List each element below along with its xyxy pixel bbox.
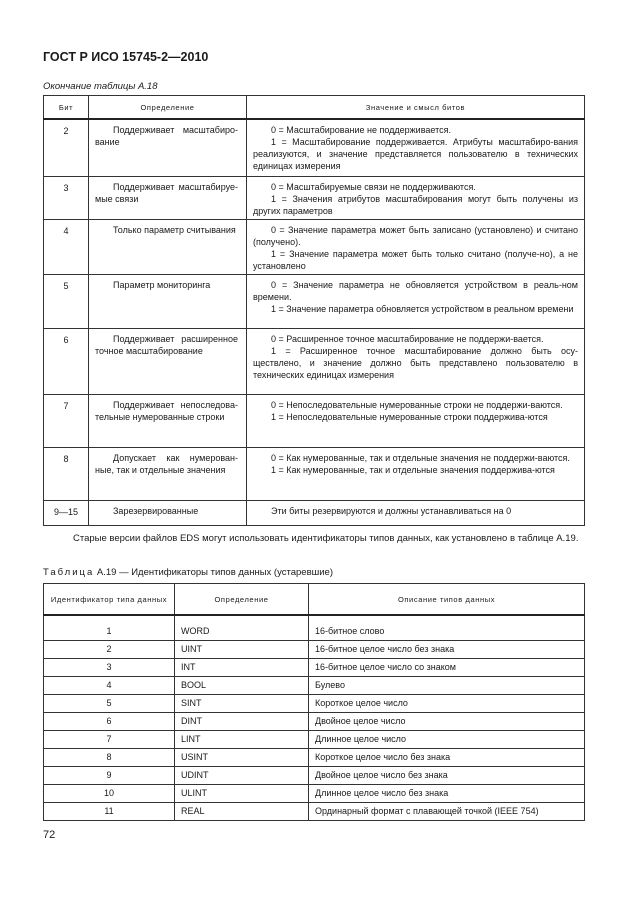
bit-cell: 8 — [44, 447, 89, 500]
header-description: Описание типов данных — [309, 584, 585, 616]
type-id-cell: 3 — [44, 659, 175, 677]
description-cell: 16-битное целое число без знака — [309, 641, 585, 659]
meaning-cell — [247, 274, 585, 328]
table-a18 — [43, 95, 585, 526]
meaning-line: 1 = Как нумерованные, так и отдельные значения поддержива-ются — [271, 464, 555, 475]
header-type-id: Идентификатор типа данных — [44, 584, 175, 616]
page-number: 72 — [43, 829, 56, 841]
table-a19 — [43, 583, 585, 821]
table-row — [44, 176, 585, 219]
table-row — [44, 731, 585, 749]
meaning-line: 0 = Масштабируемые связи не поддерживаются. — [271, 181, 476, 192]
meaning-line: 0 = Как нумерованные, так и отдельные значения не поддержи-ваются. — [271, 452, 570, 463]
definition-cell: Только параметр считывания — [89, 219, 247, 274]
description-cell: 16-битное целое число со знаком — [309, 659, 585, 677]
meaning-line: Эти биты резервируются и должны устанавливаться на 0 — [271, 505, 512, 516]
table-row — [44, 641, 585, 659]
bit-cell: 6 — [44, 328, 89, 394]
meaning-line: 1 = Значения атрибутов масштабирования могут быть получены из других параметров — [253, 193, 578, 216]
header-meaning: Значение и смысл битов — [247, 96, 585, 120]
bit-cell: 7 — [44, 394, 89, 447]
table-row — [44, 274, 585, 328]
type-id-cell: 2 — [44, 641, 175, 659]
meaning-line: 0 = Значение параметра не обновляется устройством в реаль-ном времени. — [253, 279, 578, 302]
description-cell: Короткое целое число без знака — [309, 749, 585, 767]
description-cell: Двойное целое число — [309, 713, 585, 731]
table-row — [44, 749, 585, 767]
table-row — [44, 119, 585, 176]
definition-cell: Зарезервированные — [89, 500, 247, 525]
table-row — [44, 447, 585, 500]
meaning-line: 1 = Расширенное точное масштабирование должно быть осу-ществлено, и значение должно быть представлено пользователю в технических единицах измерения — [253, 345, 578, 380]
meaning-cell — [247, 394, 585, 447]
table-a18-header-row — [44, 96, 585, 120]
meaning-line: 1 = Значение параметра может быть только считано (получе-но), а не установлено — [253, 248, 578, 271]
description-cell: Ординарный формат с плавающей точкой (IEEE 754) — [309, 803, 585, 821]
paragraph-text: Старые версии файлов EDS могут использовать идентификаторы типов данных, как установлено в таблице А.19. — [73, 533, 579, 544]
table-row — [44, 328, 585, 394]
description-cell: Двойное целое число без знака — [309, 767, 585, 785]
type-id-cell: 11 — [44, 803, 175, 821]
definition-cell: Поддерживает расширенное точное масштабирование — [89, 328, 247, 394]
table-row — [44, 785, 585, 803]
meaning-line: 0 = Расширенное точное масштабирование не поддержи-вается. — [271, 333, 544, 344]
meaning-cell — [247, 176, 585, 219]
definition-cell: WORD — [175, 615, 309, 641]
type-id-cell: 8 — [44, 749, 175, 767]
meaning-cell — [247, 447, 585, 500]
description-cell: Длинное целое число — [309, 731, 585, 749]
definition-cell: USINT — [175, 749, 309, 767]
bit-cell: 2 — [44, 119, 89, 176]
bit-cell: 4 — [44, 219, 89, 274]
table-row — [44, 677, 585, 695]
type-id-cell: 1 — [44, 615, 175, 641]
table-row — [44, 394, 585, 447]
meaning-line: 1 = Значение параметра обновляется устройством в реальном времени — [271, 303, 574, 314]
table-a19-header-row — [44, 584, 585, 616]
meaning-line: 0 = Непоследовательные нумерованные строки не поддержи-ваются. — [271, 399, 563, 410]
definition-cell: ULINT — [175, 785, 309, 803]
header-bit: Бит — [44, 96, 89, 120]
meaning-line: 0 = Значение параметра может быть записано (установлено) и считано (получено). — [253, 224, 578, 247]
meaning-line: 1 = Непоследовательные нумерованные строки поддержива-ются — [271, 411, 548, 422]
definition-cell: REAL — [175, 803, 309, 821]
meaning-cell — [247, 219, 585, 274]
table-row — [44, 713, 585, 731]
type-id-cell: 6 — [44, 713, 175, 731]
definition-cell: Поддерживает масштабиро-вание — [89, 119, 247, 176]
type-id-cell: 4 — [44, 677, 175, 695]
table-a18-caption: Окончание таблицы А.18 — [43, 81, 158, 92]
type-id-cell: 5 — [44, 695, 175, 713]
table-row — [44, 695, 585, 713]
table-row — [44, 219, 585, 274]
definition-cell: DINT — [175, 713, 309, 731]
type-id-cell: 9 — [44, 767, 175, 785]
table-row — [44, 615, 585, 641]
definition-cell: BOOL — [175, 677, 309, 695]
meaning-line: 0 = Масштабирование не поддерживается. — [271, 125, 451, 135]
definition-cell: SINT — [175, 695, 309, 713]
definition-cell: Поддерживает масштабируе-мые связи — [89, 176, 247, 219]
meaning-cell — [247, 119, 585, 176]
header-definition: Определение — [89, 96, 247, 120]
caption-text: А.19 — Идентификаторы типов данных (устаревшие) — [96, 567, 333, 578]
table-a19-caption — [43, 567, 333, 578]
definition-cell: LINT — [175, 731, 309, 749]
bit-cell: 9—15 — [44, 500, 89, 525]
description-cell: 16-битное слово — [309, 615, 585, 641]
page-header: ГОСТ Р ИСО 15745-2—2010 — [43, 50, 209, 64]
table-row — [44, 500, 585, 525]
bit-cell: 5 — [44, 274, 89, 328]
meaning-line: 1 = Масштабирование поддерживается. Атрибуты масштабиро-вания реализуются, и значение представляется пользователю в технических единицах измерения — [253, 137, 578, 171]
table-row — [44, 767, 585, 785]
definition-cell: UINT — [175, 641, 309, 659]
table-row — [44, 803, 585, 821]
header-definition: Определение — [175, 584, 309, 616]
definition-cell: INT — [175, 659, 309, 677]
type-id-cell: 10 — [44, 785, 175, 803]
type-id-cell: 7 — [44, 731, 175, 749]
definition-cell: Поддерживает непоследова-тельные нумерованные строки — [89, 394, 247, 447]
description-cell: Длинное целое число без знака — [309, 785, 585, 803]
bit-cell: 3 — [44, 176, 89, 219]
body-paragraph — [43, 532, 584, 545]
description-cell: Булево — [309, 677, 585, 695]
caption-label: Таблица — [43, 567, 95, 578]
meaning-cell — [247, 328, 585, 394]
definition-cell: Допускает как нумерован-ные, так и отдельные значения — [89, 447, 247, 500]
definition-cell: Параметр мониторинга — [89, 274, 247, 328]
definition-cell: UDINT — [175, 767, 309, 785]
table-row — [44, 659, 585, 677]
meaning-cell — [247, 500, 585, 525]
description-cell: Короткое целое число — [309, 695, 585, 713]
